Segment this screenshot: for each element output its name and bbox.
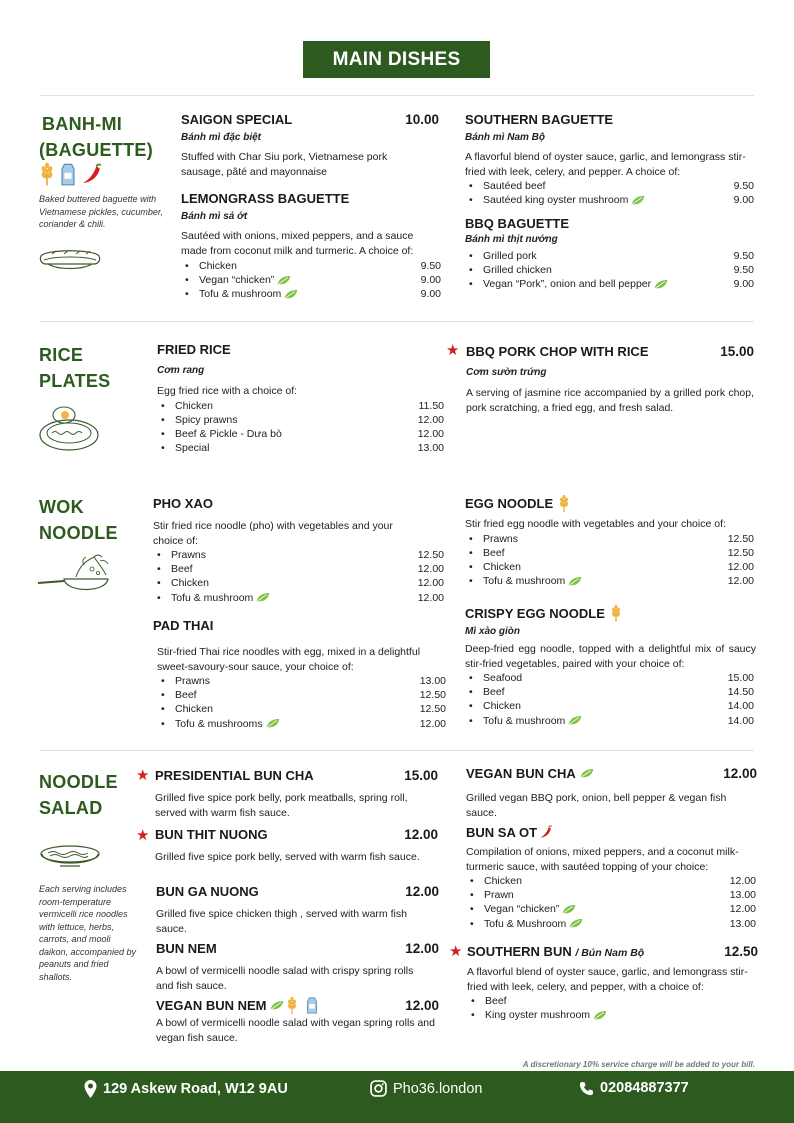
list-item: • Beef [467, 994, 758, 1008]
option-list [153, 674, 446, 731]
wok-illustration [36, 549, 122, 597]
vegan-leaf-icon [568, 918, 583, 929]
divider [40, 750, 754, 751]
dish-price: 12.00 [723, 766, 757, 781]
dish-description: A bowl of vermicelli noodle salad with vegan spring rolls and vegan fish sauce. [156, 1017, 435, 1044]
chili-icon [539, 824, 553, 840]
list-item: • Grilled pork 9.50 [465, 249, 754, 263]
wheat-icon [610, 605, 622, 622]
dish-description: Deep-fried egg noodle, topped with a delightful mix of saucy stir-fried vegetables, paired with your choice of: [465, 643, 756, 670]
rice-plate-illustration [38, 403, 100, 453]
list-item: • Tofu & mushroom 9.00 [181, 287, 441, 301]
menu-item-bbq-pork-chop [466, 344, 754, 415]
option-list [465, 671, 756, 728]
dish-price: 10.00 [405, 112, 439, 127]
wheat-icon [558, 495, 570, 512]
category-rice-plates: RICE PLATES [39, 345, 111, 391]
option-list [467, 994, 758, 1022]
vegan-leaf-icon [276, 275, 291, 286]
menu-item-southern-bun [467, 944, 758, 1022]
menu-item-saigon-special [181, 112, 441, 179]
menu-item-vegan-bun-cha [466, 766, 757, 820]
list-item: • Vegan “chicken” 12.00 [466, 902, 756, 916]
wheat-icon [286, 997, 298, 1014]
list-item: • Tofu & Mushroom 13.00 [466, 917, 756, 931]
menu-item-vegan-bun-nem [156, 996, 439, 1045]
category-description: Each serving includes room-temperature vermicelli rice noodles with lettuce, herbs, carrots, and mooli daikon, accompanied by peanuts and fried shallots. [39, 884, 137, 982]
footer-address: 129 Askew Road, W12 9AU [84, 1080, 288, 1098]
list-item: • King oyster mushroom [467, 1008, 758, 1022]
dish-subtitle: Cơm rang [157, 365, 205, 376]
menu-item-bbq-baguette [465, 216, 754, 292]
list-item: • Chicken 11.50 [157, 399, 444, 413]
dish-subtitle: Mì xào giòn [465, 626, 520, 637]
dish-subtitle: Bánh mì Nam Bộ [465, 132, 546, 143]
dietary-icons [39, 162, 103, 186]
dish-name: BUN SA OT [466, 824, 538, 840]
menu-item-bun-sa-ot [466, 824, 756, 931]
dish-name: BUN NEM [156, 941, 217, 956]
category-description: Baked buttered baguette with Vietnamese pickles, cucumber, coriander & chili. [39, 194, 163, 229]
dish-name: SOUTHERN BAGUETTE [465, 112, 614, 127]
list-item: • Beef 14.50 [465, 685, 754, 699]
dish-name: PHO XAO [153, 496, 213, 511]
list-item: • Sautéed beef 9.50 [465, 179, 754, 193]
star-icon: ★ [449, 943, 463, 960]
list-item: • Vegan “Pork”, onion and bell pepper 9.00 [465, 277, 754, 291]
dish-subtitle: Bánh mì thịt nướng [465, 234, 558, 245]
list-item: • Chicken 12.00 [153, 576, 444, 590]
vegan-leaf-icon [265, 718, 280, 729]
divider [40, 95, 754, 96]
list-item: • Chicken 12.00 [465, 560, 754, 574]
dish-description: A serving of jasmine rice accompanied by a grilled pork chop, pork scratching, a fried egg, and fresh salad. [466, 387, 754, 414]
menu-item-bun-ga-nuong [156, 884, 439, 936]
option-list [465, 179, 754, 207]
dish-price: 12.00 [404, 827, 438, 842]
list-item: • Tofu & mushroom 12.00 [465, 574, 754, 588]
footer-instagram[interactable]: Pho36.london [370, 1080, 483, 1097]
phone-icon [579, 1081, 594, 1096]
dish-price: 12.50 [724, 944, 758, 959]
footer-phone[interactable]: 02084887377 [579, 1080, 689, 1096]
list-item: • Chicken 12.50 [157, 702, 446, 716]
dish-description: Stir fried egg noodle with vegetables and your choice of: [465, 518, 726, 530]
dish-price: 15.00 [404, 768, 438, 783]
dish-name: BUN GA NUONG [156, 884, 259, 899]
baguette-illustration [38, 246, 102, 272]
list-item: • Chicken 14.00 [465, 699, 754, 713]
option-list [466, 874, 756, 931]
list-item: • Beef 12.50 [157, 688, 446, 702]
menu-item-egg-noodle [465, 495, 754, 588]
category-wok-noodle: WOK NOODLE [39, 497, 118, 543]
dish-description: Grilled five spice pork belly, pork meatballs, spring roll, served with warm fish sauce. [155, 792, 408, 819]
dish-description: A flavorful blend of oyster sauce, garlic, and lemongrass stir-fried with leek, celery, and pepper, with a choice of: [467, 966, 748, 993]
page-title: MAIN DISHES [303, 41, 490, 78]
list-item: • Beef 12.50 [465, 546, 754, 560]
dish-description: Stuffed with Char Siu pork, Vietnamese pork sausage, pâté and mayonnaise [181, 151, 388, 178]
star-icon: ★ [136, 767, 150, 784]
option-list [465, 532, 754, 589]
wheat-icon [39, 162, 55, 186]
list-item: • Seafood 15.00 [465, 671, 754, 685]
chili-icon [81, 162, 103, 186]
divider [40, 321, 754, 322]
menu-item-southern-baguette [465, 112, 754, 207]
location-pin-icon [84, 1080, 97, 1098]
menu-item-bun-nem [156, 941, 439, 993]
list-item: • Prawns 12.50 [153, 548, 444, 562]
menu-item-pad-thai [153, 618, 446, 731]
vegan-leaf-icon [283, 289, 298, 300]
dish-subtitle: Cơm sườn trứng [466, 367, 547, 378]
list-item: • Beef 12.00 [153, 562, 444, 576]
list-item: • Prawns 13.00 [157, 674, 446, 688]
option-list [157, 399, 444, 456]
vegan-leaf-icon [653, 279, 668, 290]
dish-description: Grilled five spice chicken thigh , served with warm fish sauce. [156, 908, 407, 935]
menu-item-crispy-egg-noodle [465, 605, 756, 728]
list-item: • Spicy prawns 12.00 [157, 413, 444, 427]
list-item: • Prawn 13.00 [466, 888, 756, 902]
list-item: • Chicken 9.50 [181, 259, 441, 273]
vegan-leaf-icon [579, 768, 594, 779]
dish-subtitle: Bánh mì sả ớt [181, 211, 248, 222]
dish-description: A bowl of vermicelli noodle salad with crispy spring rolls and fish sauce. [156, 965, 414, 992]
dish-subtitle: Bánh mì đặc biệt [181, 132, 262, 143]
dish-name: BBQ BAGUETTE [465, 216, 569, 231]
dish-name: VEGAN BUN CHA [466, 766, 576, 781]
list-item: • Tofu & mushroom 14.00 [465, 714, 754, 728]
list-item: • Grilled chicken 9.50 [465, 263, 754, 277]
vegan-leaf-icon [630, 195, 645, 206]
dish-description: A flavorful blend of oyster sauce, garlic, and lemongrass stir-fried with leek, celery, and pepper. A choice of: [465, 151, 746, 178]
vegan-leaf-icon [561, 904, 576, 915]
menu-item-bun-thit-nuong [155, 827, 438, 865]
dish-description: Stir fried rice noodle (pho) with vegetables and your choice of: [153, 520, 393, 547]
dish-name: BUN THIT NUONG [155, 827, 268, 842]
instagram-icon [370, 1080, 387, 1097]
dish-description: Egg fried rice with a choice of: [157, 385, 298, 397]
category-noodle-salad: NOODLE SALAD [39, 772, 118, 818]
list-item: • Tofu & mushrooms 12.00 [157, 717, 446, 731]
list-item: • Vegan “chicken” 9.00 [181, 273, 441, 287]
vegan-leaf-icon [255, 592, 270, 603]
star-icon: ★ [446, 342, 460, 359]
dish-subtitle: / Bún Nam Bộ [575, 947, 645, 959]
list-item: • Sautéed king oyster mushroom 9.00 [465, 193, 754, 207]
dish-description: Grilled five spice pork belly, served with warm fish sauce. [155, 851, 420, 863]
category-banh-mi: BANH-MI (BAGUETTE) [39, 114, 153, 160]
milk-icon [57, 162, 79, 186]
dish-name: PAD THAI [153, 618, 214, 633]
noodle-bowl-illustration [38, 840, 102, 872]
menu-item-lemongrass-baguette [181, 191, 441, 302]
star-icon: ★ [136, 827, 150, 844]
dish-price: 15.00 [720, 344, 754, 359]
menu-item-fried-rice [157, 342, 444, 455]
dish-description: Grilled vegan BBQ pork, onion, bell pepper & vegan fish sauce. [466, 792, 727, 819]
menu-item-presidential-bun-cha [155, 768, 438, 820]
dish-description: Stir-fried Thai rice noodles with egg, mixed in a delightful sweet-savoury-sour sauce, your choice of: [157, 646, 421, 673]
dish-name: FRIED RICE [157, 342, 231, 357]
option-list [153, 548, 444, 605]
vegan-leaf-icon [269, 1000, 284, 1011]
dish-name: VEGAN BUN NEM [156, 997, 267, 1013]
option-list [181, 259, 441, 302]
dish-name: SOUTHERN BUN [467, 944, 572, 959]
menu-item-pho-xao [153, 496, 444, 605]
vegan-leaf-icon [567, 576, 582, 587]
dish-name: EGG NOODLE [465, 496, 554, 511]
list-item: • Beef & Pickle - Dưa bò 12.00 [157, 427, 444, 441]
dish-name: BBQ PORK CHOP WITH RICE [466, 344, 649, 359]
list-item: • Prawns 12.50 [465, 532, 754, 546]
list-item: • Tofu & mushroom 12.00 [153, 591, 444, 605]
vegan-leaf-icon [567, 715, 582, 726]
dish-name: LEMONGRASS BAGUETTE [181, 191, 350, 206]
service-charge-note: A discretionary 10% service charge will be added to your bill. [522, 1060, 755, 1069]
dish-name: PRESIDENTIAL BUN CHA [155, 768, 314, 783]
dish-price: 12.00 [405, 941, 439, 956]
list-item: • Special 13.00 [157, 441, 444, 455]
dish-price: 12.00 [405, 998, 439, 1013]
dish-description: Sautéed with onions, mixed peppers, and a sauce made from coconut milk and turmeric. A choice of: [181, 230, 414, 257]
dish-name: CRISPY EGG NOODLE [465, 606, 605, 621]
milk-icon [304, 996, 320, 1014]
dish-description: Compilation of onions, mixed peppers, and a coconut milk-turmeric sauce, with sautéed topping of your choice: [466, 846, 739, 873]
option-list [465, 249, 754, 292]
dish-name: SAIGON SPECIAL [181, 112, 293, 127]
vegan-leaf-icon [592, 1010, 607, 1021]
list-item: • Chicken 12.00 [466, 874, 756, 888]
dish-price: 12.00 [405, 884, 439, 899]
